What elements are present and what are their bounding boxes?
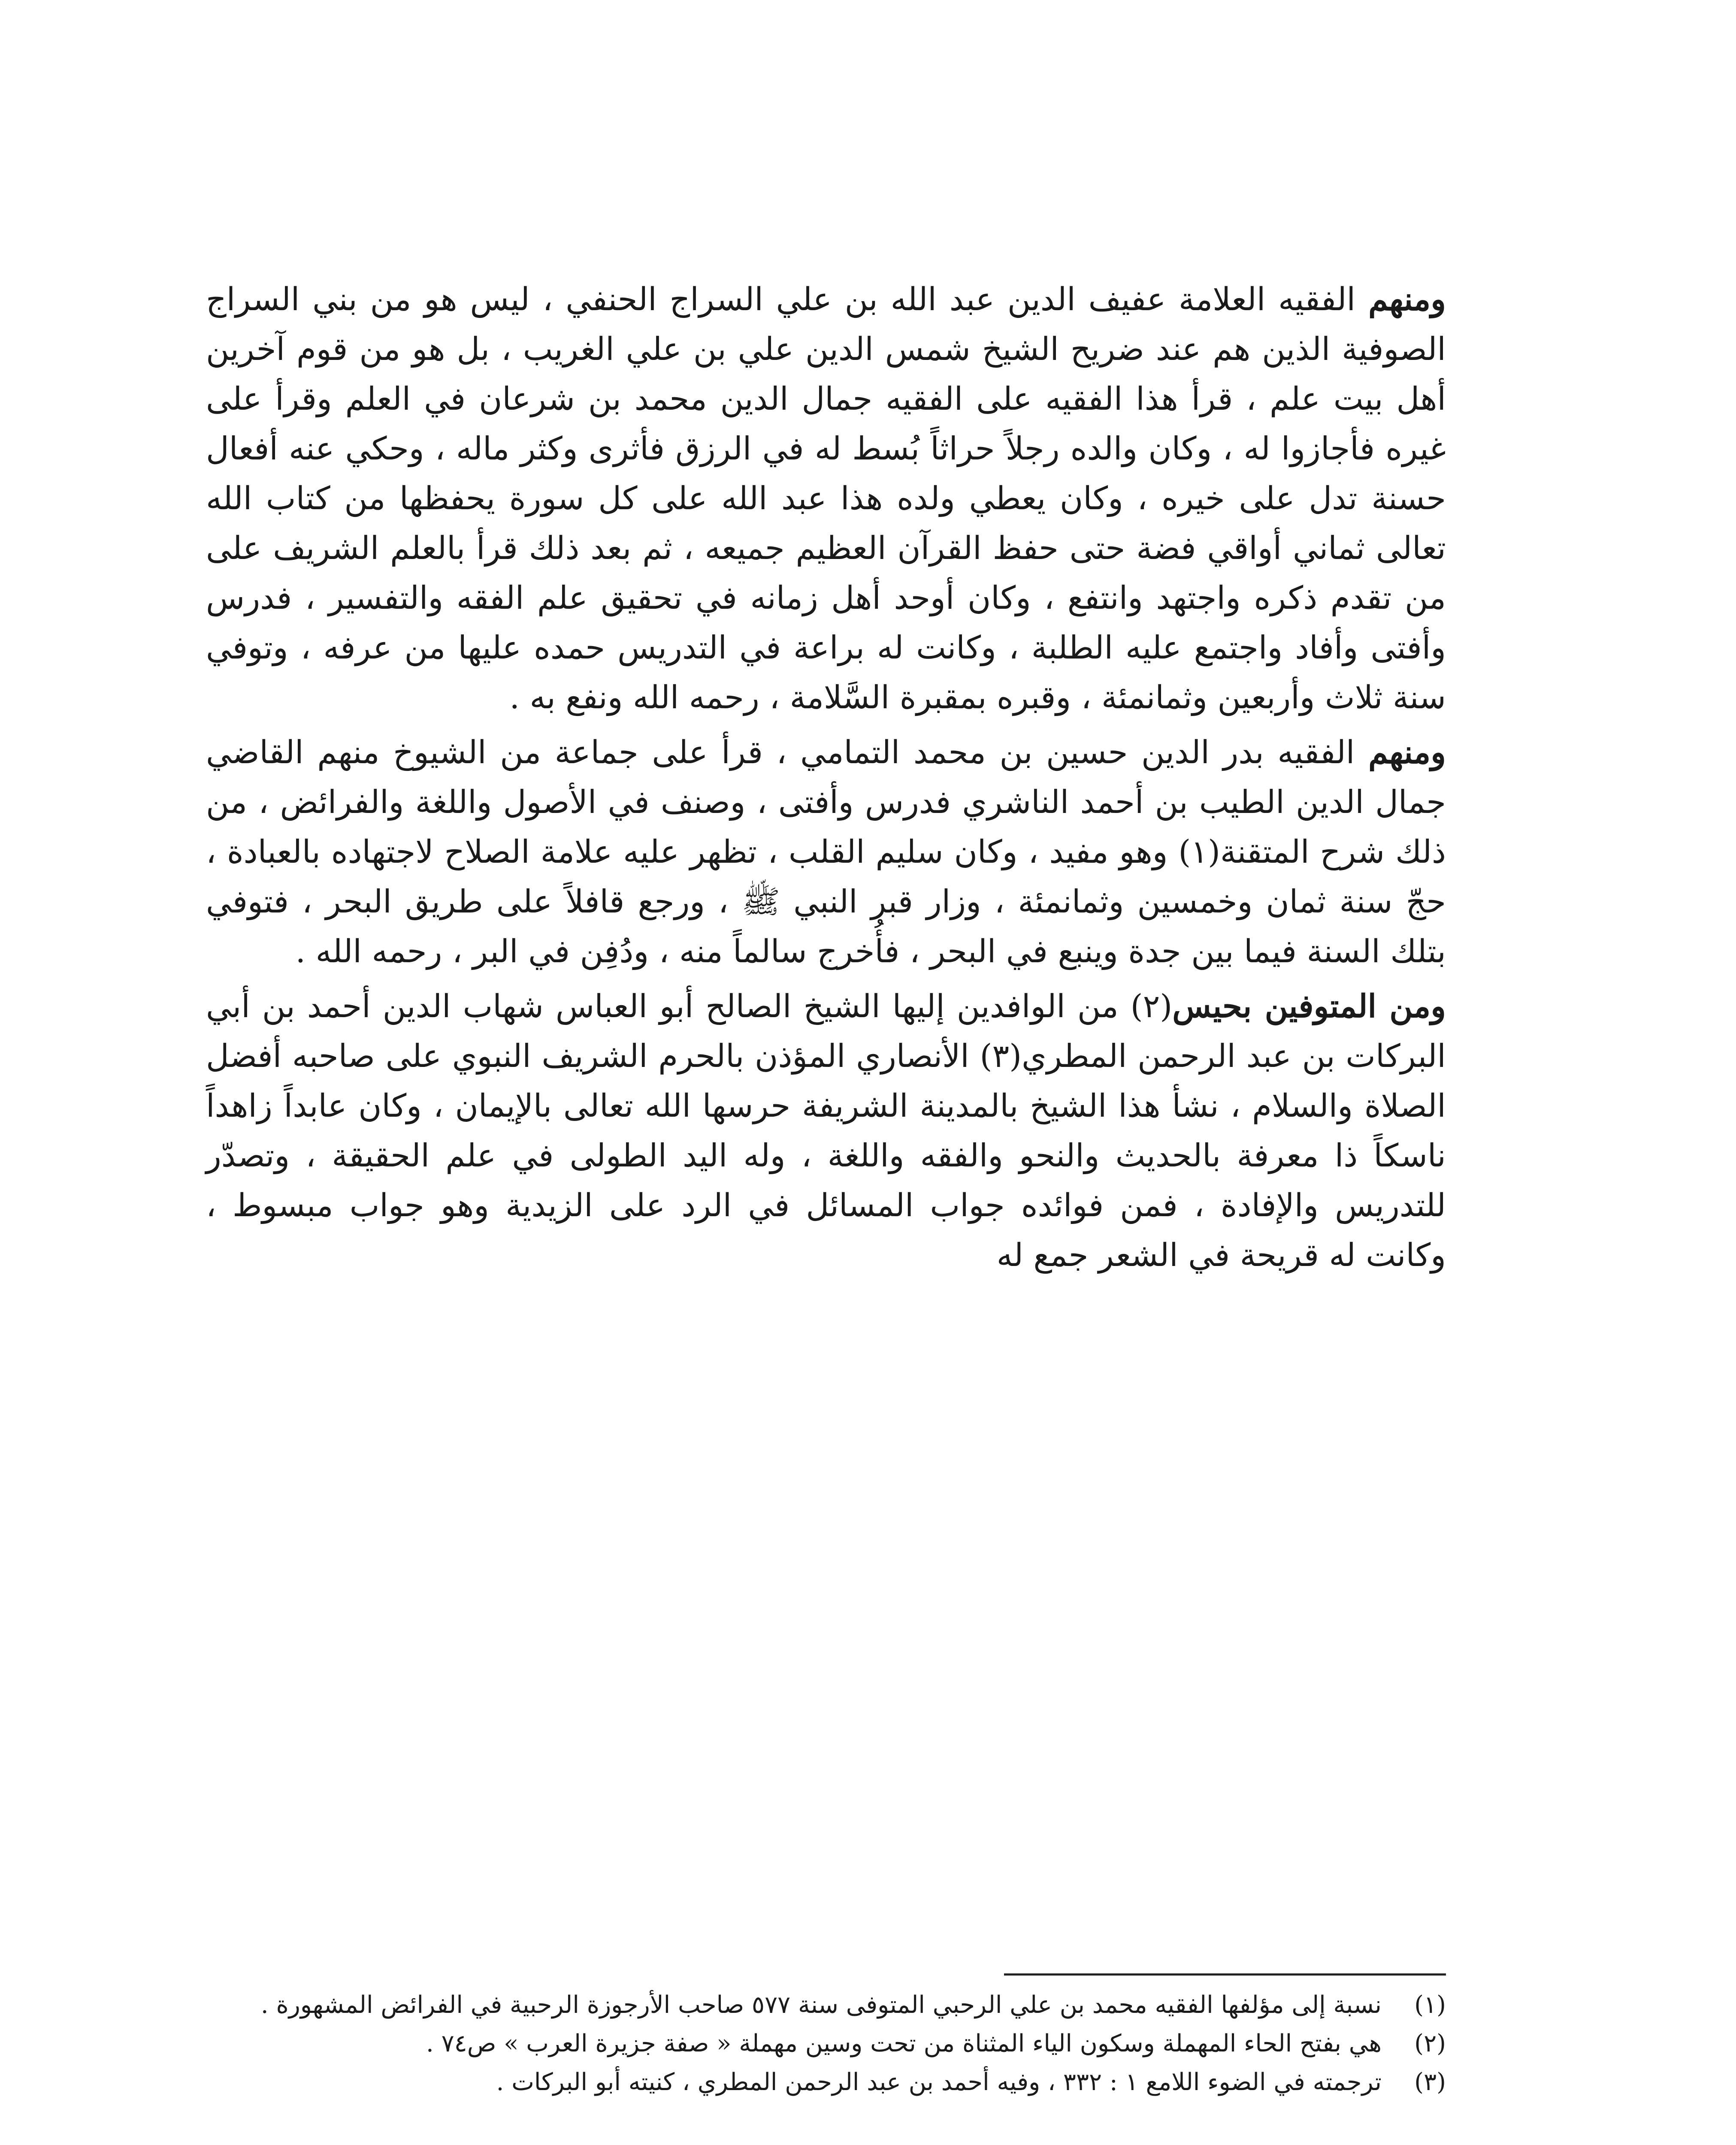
paragraph-3 xyxy=(206,982,1446,1280)
footnote-separator xyxy=(1004,1973,1446,1976)
paragraph-lead: ومن المتوفين بحيس xyxy=(1172,988,1446,1025)
footnote-3 xyxy=(206,2064,1446,2100)
paragraph-body: الفقيه بدر الدين حسين بن محمد التمامي ، قرأ على جماعة من الشيوخ منهم القاضي جمال الدين الطيب بن أحمد الناشري فدرس وأفتى ، وصنف في الأصول واللغة والفرائض ، من ذلك شرح المتقنة(١) وهو مفيد ، وكان سليم القلب ، تظهر عليه علامة الصلاح لاجتهاده بالعبادة ، حجّ سنة ثمان وخمسين وثمانمئة ، وزار قبر النبي ﷺ ، ورجع قافلاً على طريق البحر ، فتوفي بتلك السنة فيما بين جدة وينبع في البحر ، فأُخرج سالماً منه ، ودُفِن في البر ، رحمه الله . xyxy=(206,734,1446,970)
footnote-number: (١) xyxy=(1414,1991,1446,2019)
footnotes xyxy=(206,1987,1446,2103)
paragraph-body: (٢) من الوافدين إليها الشيخ الصالح أبو العباس شهاب الدين أحمد بن أبي البركات بن عبد الرحمن المطري(٣) الأنصاري المؤذن بالحرم الشريف النبوي على صاحبه أفضل الصلاة والسلام ، نشأ هذا الشيخ بالمدينة الشريفة حرسها الله تعالى بالإيمان ، وكان عابداً زاهداً ناسكاً ذا معرفة بالحديث والنحو والفقه واللغة ، وله اليد الطولى في علم الحقيقة ، وتصدّر للتدريس والإفادة ، فمن فوائده جواب المسائل في الرد على الزيدية وهو جواب مبسوط ، وكانت له قريحة في الشعر جمع له xyxy=(206,988,1446,1274)
footnote-text: ترجمته في الضوء اللامع ١ : ٣٣٢ ، وفيه أحمد بن عبد الرحمن المطري ، كنيته أبو البركات . xyxy=(496,2068,1382,2096)
paragraph-1 xyxy=(206,275,1446,722)
paragraph-lead: ومنهم xyxy=(1368,281,1446,318)
footnote-2 xyxy=(206,2026,1446,2062)
footnote-text: نسبة إلى مؤلفها الفقيه محمد بن علي الرحبي المتوفى سنة ٥٧٧ صاحب الأرجوزة الرحبية في الفرائض المشهورة . xyxy=(260,1991,1382,2019)
paragraph-body: الفقيه العلامة عفيف الدين عبد الله بن علي السراج الحنفي ، ليس هو من بني السراج الصوفية الذين هم عند ضريح الشيخ شمس الدين علي بن علي الغريب ، بل هو من قوم آخرين أهل بيت علم ، قرأ هذا الفقيه على الفقيه جمال الدين محمد بن شرعان في العلم وقرأ على غيره فأجازوا له ، وكان والده رجلاً حراثاً بُسط له في الرزق فأثرى وكثر ماله ، وحكي عنه أفعال حسنة تدل على خيره ، وكان يعطي ولده هذا عبد الله على كل سورة يحفظها من كتاب الله تعالى ثماني أواقي فضة حتى حفظ القرآن العظيم جميعه ، ثم بعد ذلك قرأ بالعلم الشريف على من تقدم ذكره واجتهد وانتفع ، وكان أوحد أهل زمانه في تحقيق علم الفقه والتفسير ، فدرس وأفتى وأفاد واجتمع عليه الطلبة ، وكانت له براعة في التدريس حمده عليها من عرفه ، وتوفي سنة ثلاث وأربعين وثمانمئة ، وقبره بمقبرة السَّلامة ، رحمه الله ونفع به . xyxy=(206,281,1446,716)
footnote-number: (٢) xyxy=(1414,2030,1446,2057)
footnote-text: هي بفتح الحاء المهملة وسكون الياء المثناة من تحت وسين مهملة « صفة جزيرة العرب » ص٧٤ . xyxy=(426,2030,1382,2057)
paragraph-2 xyxy=(206,728,1446,976)
main-text xyxy=(206,275,1446,1285)
footnote-number: (٣) xyxy=(1414,2068,1446,2096)
footnote-1 xyxy=(206,1987,1446,2023)
paragraph-lead: ومنهم xyxy=(1368,734,1446,771)
